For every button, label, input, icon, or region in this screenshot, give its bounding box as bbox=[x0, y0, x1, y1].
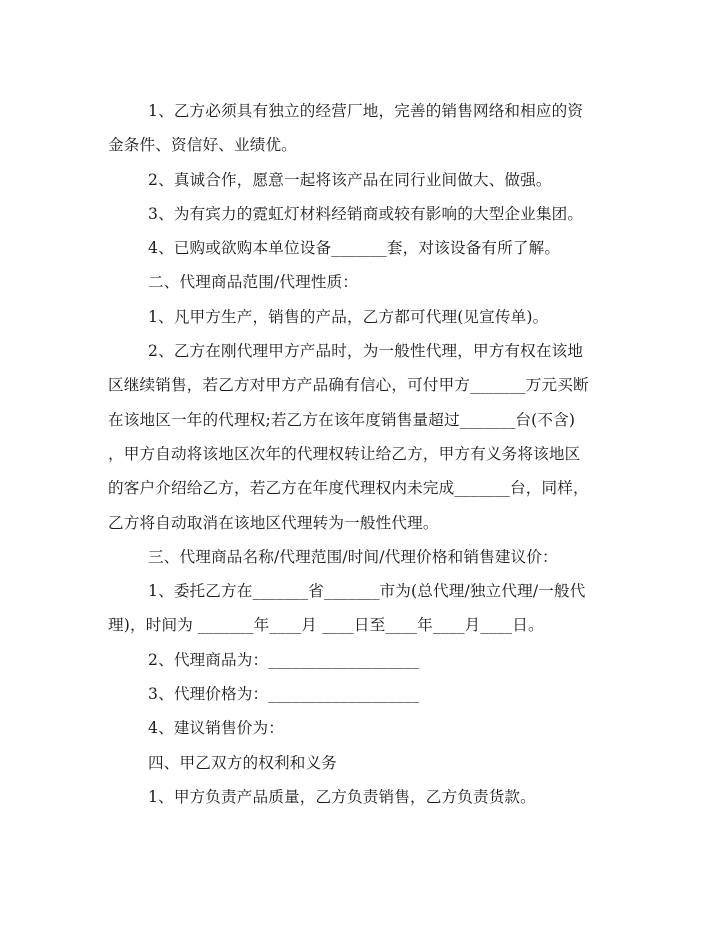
text-line: 的客户介绍给乙方，若乙方在年度代理权内未完成_______台，同样， bbox=[108, 479, 589, 498]
text-line: 1、甲方负责产品质量，乙方负责销售，乙方负责货款。 bbox=[148, 787, 536, 806]
text-line: 2、乙方在刚代理甲方产品时，为一般性代理，甲方有权在该地 bbox=[148, 342, 584, 361]
text-line: 在该地区一年的代理权;若乙方在该年度销售量超过_______台(不含) bbox=[108, 410, 576, 429]
text-line: 1、凡甲方生产，销售的产品，乙方都可代理(见宣传单)。 bbox=[148, 307, 549, 326]
text-line: 3、为有宾力的霓虹灯材料经销商或较有影响的大型企业集团。 bbox=[148, 204, 584, 223]
text-line: 4、建议销售价为： bbox=[148, 719, 285, 738]
text-line: 4、已购或欲购本单位设备_______套，对该设备有所了解。 bbox=[148, 239, 561, 258]
section-heading: 三、代理商品名称/代理范围/时间/代理价格和销售建议价： bbox=[148, 547, 558, 566]
text-line: 乙方将自动取消在该地区代理转为一般性代理。 bbox=[108, 513, 439, 532]
document-page bbox=[108, 94, 612, 814]
text-line: 1、委托乙方在_______省_______市为(总代理/独立代理/一般代 bbox=[148, 582, 586, 601]
text-line: 理)，时间为 _______年____月 ____日至____年____月____日。 bbox=[108, 616, 544, 635]
text-line: ，甲方自动将该地区次年的代理权转让给乙方，甲方有义务将该地区 bbox=[108, 444, 581, 463]
text-line: 3、代理价格为：___________________ bbox=[148, 685, 420, 704]
section-heading: 二、代理商品范围/代理性质： bbox=[148, 273, 359, 292]
text-line: 金条件、资信好、业绩优。 bbox=[108, 136, 297, 155]
text-line: 区继续销售，若乙方对甲方产品确有信心，可付甲方_______万元买断 bbox=[108, 376, 589, 395]
text-line: 2、真诚合作，愿意一起将该产品在同行业间做大、做强。 bbox=[148, 170, 552, 189]
section-heading: 四、甲乙双方的权利和义务 bbox=[148, 753, 337, 772]
text-line: 1、乙方必须具有独立的经营厂地，完善的销售网络和相应的资 bbox=[148, 102, 584, 120]
text-line: 2、代理商品为：___________________ bbox=[148, 650, 420, 669]
